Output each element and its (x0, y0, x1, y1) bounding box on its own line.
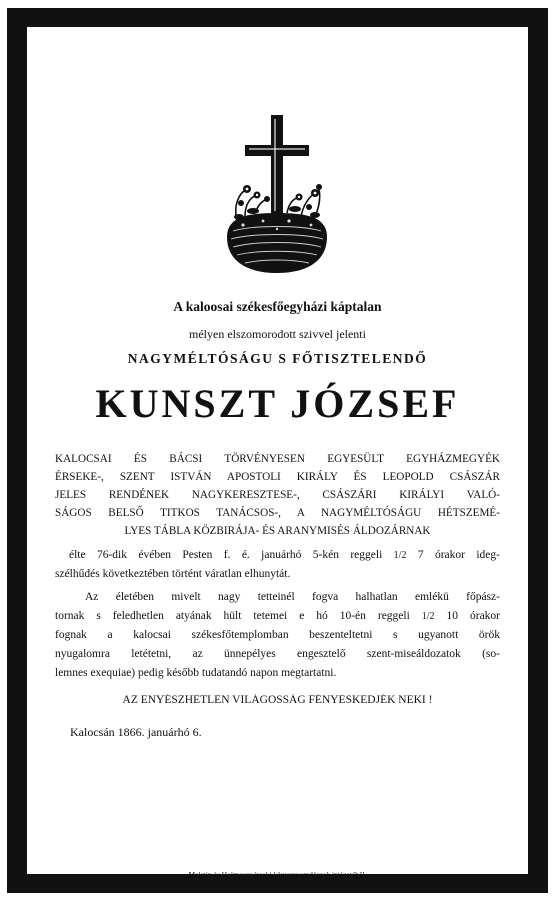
body-line: szélhűdés következtében történt váratlan elhunytát. (55, 568, 291, 580)
black-mourning-border (7, 8, 548, 893)
announcement-line: mélyen elszomorodott szivvel jelenti (189, 327, 366, 341)
body-line: Az életében mivelt nagy tetteinél fogva halhatlan emlékü főpász- (85, 591, 500, 603)
cross-on-flower-mound-icon (223, 113, 331, 281)
titles-line: JELES RENDÉNEK NAGYKERESZTESE-, CSÁSZÁRI KIRÁLYI VALÓ- (55, 489, 500, 501)
honorific-line: NAGYMÉLTÓSÁGU S FŐTISZTELENDŐ (127, 351, 428, 366)
printer-credit: Malatin és Holmeyer érseki könyvnyomdászok intézetéből. (188, 870, 367, 879)
body-line: tornak s feledhetlen atyának hült tetemei e hó 10-én reggeli 1/2 10 órakor (55, 610, 500, 622)
titles-line: SÁGOS BELSŐ TITKOS TANÁCSOS-, A NAGYMÉLTÓSÁGU HÉTSZEMÉ- (55, 507, 500, 519)
body-line: nyugalomra letétetni, az ünnepélyes engesztelő szent-miseáldozatok (so- (55, 648, 500, 660)
titles-line: ÉRSEKE-, SZENT ISTVÁN APOSTOLI KIRÁLY ÉS LEOPOLD CSÁSZÁR (55, 471, 500, 483)
titles-line: KALOCSAI ÉS BÁCSI TÖRVÉNYESEN EGYESÜLT EGYHÁZMEGYÉK (55, 453, 500, 465)
notice-page (27, 27, 528, 879)
body-line: fognak a kalocsai székesfőtemplomban beszenteltetni s ugyanott örök (55, 629, 500, 641)
chapter-line: A kaloosai székesfőegyházi káptalan (173, 299, 382, 314)
fraction-half: 1/2 (393, 550, 407, 561)
titles-line: LYES TÁBLA KÖZBIRÁJA- ÉS ARANYMISÉS ÁLDOZÁRNAK (124, 525, 431, 537)
deceased-name: KUNSZT JÓZSEF (95, 381, 460, 426)
dateline: Kalocsán 1866. januárhó 6. (70, 725, 202, 739)
fraction-half: 1/2 (421, 611, 435, 622)
body-line: élte 76-dik évében Pesten f. é. januárhó 5-kén reggeli 1/2 7 órakor ideg- (69, 549, 500, 561)
blessing-line: AZ ENYÉSZHETLEN VILÁGOSSÁG FÉNYESKEDJÉK NEKI ! (122, 694, 433, 706)
body-line: lemnes exequiae) pedig később tudatandó napon megtartatni. (55, 667, 337, 679)
